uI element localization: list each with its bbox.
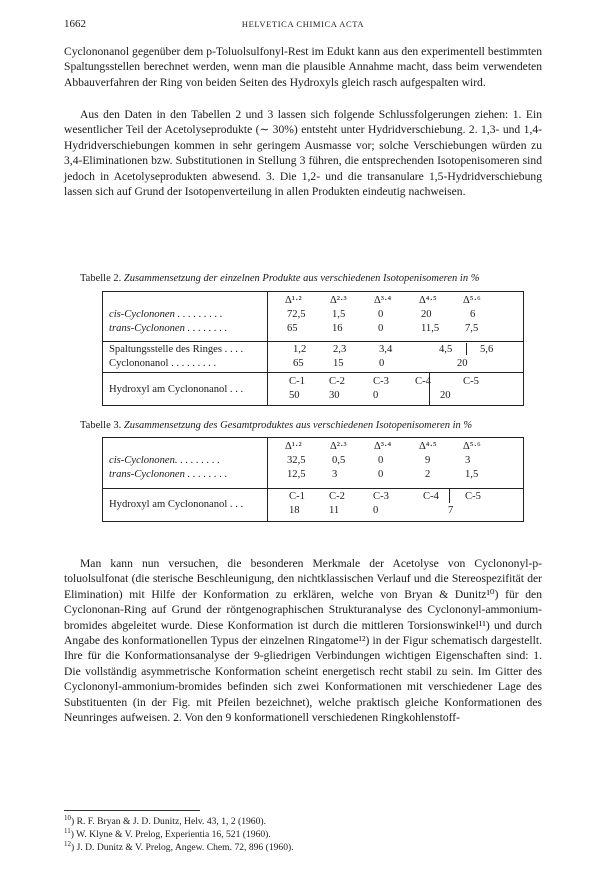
paragraph-1: Cyclononanol gegenüber dem p-Toluolsulfonyl-Rest im Edukt kann aus den experimentell bestimmten Spaltungsstellen berechnet werden, wenn man die plausible Annahme macht, dass beim verwendeten Abbauverfahren der Ring von beiden Seiten des Hydroxyls gleich rasch aufgespalten wird. bbox=[64, 45, 542, 89]
table3-cell: 9 bbox=[425, 455, 431, 466]
footnote-number: 11 bbox=[64, 826, 71, 835]
table2-caption-label: Tabelle 2. bbox=[80, 273, 122, 284]
table2-cell: 15 bbox=[333, 358, 344, 369]
footnote-text: ) W. Klyne & V. Prelog, Experientia 16, 521 (1960). bbox=[70, 829, 271, 840]
table2-cell: 0 bbox=[373, 390, 379, 401]
table2-divider bbox=[466, 343, 467, 355]
table2-row-label: Hydroxyl am Cyclononanol . . . bbox=[109, 384, 244, 395]
footnote-11 bbox=[64, 826, 271, 841]
table2-divider bbox=[267, 292, 268, 405]
table2-cell: 0 bbox=[378, 323, 384, 334]
table2-cell: 7,5 bbox=[465, 323, 479, 334]
table3-cell: 18 bbox=[289, 505, 300, 516]
table3-caption bbox=[80, 419, 540, 433]
table3-cell: 2 bbox=[425, 469, 431, 480]
table2 bbox=[102, 291, 524, 406]
table2-cell: 72,5 bbox=[287, 309, 306, 320]
table3-cell: 3 bbox=[332, 469, 338, 480]
table3-divider bbox=[267, 438, 268, 521]
table3-pos-head: C-5 bbox=[465, 491, 481, 502]
table2-cell: 30 bbox=[329, 390, 340, 401]
table2-pos-head: C-1 bbox=[289, 376, 305, 387]
footnote-10 bbox=[64, 813, 266, 828]
table2-pos-head: C-4 bbox=[415, 376, 431, 387]
table2-caption bbox=[80, 272, 540, 286]
table3-col-head: Δ¹·² bbox=[285, 441, 302, 452]
table3-cell: 0 bbox=[373, 505, 379, 516]
table3-caption-label: Tabelle 3. bbox=[80, 420, 122, 431]
table2-cell: 20 bbox=[440, 390, 451, 401]
footnote-number: 10 bbox=[64, 813, 71, 822]
table3-cell: 0,5 bbox=[332, 455, 346, 466]
table2-col-head: Δ¹·² bbox=[285, 295, 302, 306]
table2-caption-title: Zusammensetzung der einzelnen Produkte aus verschiedenen Isotopenisomeren in % bbox=[123, 273, 480, 284]
footnote-number: 12 bbox=[64, 839, 71, 848]
table2-cell: 20 bbox=[421, 309, 432, 320]
table2-pos-head: C-5 bbox=[463, 376, 479, 387]
footnote-12 bbox=[64, 839, 294, 854]
table2-rule bbox=[103, 372, 523, 373]
table3-pos-head: C-3 bbox=[373, 491, 389, 502]
table2-cell: 2,3 bbox=[333, 344, 347, 355]
table3-cell: 1,5 bbox=[465, 469, 479, 480]
table2-cell: 5,6 bbox=[480, 344, 494, 355]
table2-cell: 65 bbox=[287, 323, 298, 334]
table3 bbox=[102, 437, 524, 522]
table2-pos-head: C-2 bbox=[329, 376, 345, 387]
table3-divider bbox=[449, 489, 450, 503]
table2-cell: 20 bbox=[457, 358, 468, 369]
table2-cell: 1,5 bbox=[332, 309, 346, 320]
journal-title: HELVETICA CHIMICA ACTA bbox=[241, 19, 365, 29]
table3-pos-head: C-2 bbox=[329, 491, 345, 502]
table2-col-head: Δ⁵·⁶ bbox=[463, 295, 481, 306]
table2-pos-head: C-3 bbox=[373, 376, 389, 387]
table2-cell: 1,2 bbox=[293, 344, 307, 355]
table3-col-head: Δ³·⁴ bbox=[374, 441, 392, 452]
table2-col-head: Δ²·³ bbox=[330, 295, 347, 306]
table3-cell: 32,5 bbox=[287, 455, 306, 466]
table3-rule bbox=[103, 488, 523, 489]
table3-cell: 11 bbox=[329, 505, 340, 516]
table2-cell: 6 bbox=[470, 309, 476, 320]
paragraph-3: Man kann nun versuchen, die besonderen Merkmale der Acetolyse von Cyclononyl-p-toluolsulfonat (die sterische Beschleunigung, den nichtklassischen Verlauf und die Stereospezifität der Elimination) mit Hilfe der Konformation zu erklären, welche von Bryan & Dunitz¹⁰) für den Cyclononan-Ring auf Grund der röntgenographischen Strukturanalyse des Cyclononyl-ammonium-bromides abgeleitet wurde. Diese Konformation ist durch die mittleren Torsionswinkel¹¹) und durch Angabe des konformationellen Typus der einzelnen Ringatome¹²) in der Figur schematisch dargestellt. Ihre für die Konformationsanalyse der 9-gliedrigen Verbindungen wichtigen Eigenschaften sind: 1. Die vollständig asymmetrische Konformation scheint energetisch recht stabil zu sein. Im Gitter des Cyclononyl-ammonium-bromides befinden sich zwei Konformationen mit verschiedener Lage des Substituenten (in der Fig. mit Pfeilen bezeichnet), welche praktisch gleiche Konformationen des Neunringes aufweisen. 2. Von den 9 konformationell verschiedenen Ringkohlenstoff- bbox=[64, 557, 542, 725]
table3-cell: 0 bbox=[378, 469, 384, 480]
table2-cell: 16 bbox=[332, 323, 343, 334]
footnote-text: ) R. F. Bryan & J. D. Dunitz, Helv. 43, 1, 2 (1960). bbox=[71, 816, 266, 827]
table2-cell: 65 bbox=[293, 358, 304, 369]
table2-cell: 4,5 bbox=[439, 344, 453, 355]
table3-cell: 0 bbox=[378, 455, 384, 466]
table3-row-label: cis-Cyclononen. . . . . . . . . bbox=[109, 455, 220, 466]
table3-pos-head: C-4 bbox=[423, 491, 439, 502]
table3-cell: 7 bbox=[448, 505, 454, 516]
paragraph-2: Aus den Daten in den Tabellen 2 und 3 lassen sich folgende Schlussfolgerungen ziehen: 1. Ein wesentlicher Teil der Acetolyseprodukte (∼ 30%) entsteht unter Hydridverschiebung. 2. 1,3- und 1,4-Hydridverschiebungen kommen in sehr geringem Ausmasse vor; solche Verschiebungen würden zu 3,4-Eliminationen bzw. Substitutionen in Stellung 3 führen, die entsprechenden Isotopenisomeren sind jedoch in Acetolyseprodukten abwesend. 3. Die 1,2- und die transanulare 1,5-Hydridverschiebung lassen sich auf Grund der Isotopenverteilung in allen Produkten eindeutig nachweisen. bbox=[64, 108, 542, 199]
page-number: 1662 bbox=[64, 18, 86, 30]
table3-pos-head: C-1 bbox=[289, 491, 305, 502]
table3-caption-title: Zusammensetzung des Gesamtproduktes aus verschiedenen Isotopenisomeren in % bbox=[123, 420, 473, 431]
table3-cell: 3 bbox=[465, 455, 471, 466]
page-header bbox=[64, 18, 542, 34]
table2-row-label: cis-Cyclononen . . . . . . . . . bbox=[109, 309, 223, 320]
table3-row-label: Hydroxyl am Cyclononanol . . . bbox=[109, 499, 244, 510]
table2-cell: 0 bbox=[379, 358, 385, 369]
table2-col-head: Δ⁴·⁵ bbox=[419, 295, 437, 306]
table2-row-label: Spaltungsstelle des Ringes . . . . bbox=[109, 344, 244, 355]
table3-col-head: Δ⁴·⁵ bbox=[419, 441, 437, 452]
table3-cell: 12,5 bbox=[287, 469, 306, 480]
footnote-text: ) J. D. Dunitz & V. Prelog, Angew. Chem. 72, 896 (1960). bbox=[71, 842, 294, 853]
table2-col-head: Δ³·⁴ bbox=[374, 295, 392, 306]
table2-rule bbox=[103, 341, 523, 342]
table2-cell: 0 bbox=[378, 309, 384, 320]
table3-row-label: trans-Cyclononen . . . . . . . . bbox=[109, 469, 228, 480]
table2-row-label: trans-Cyclononen . . . . . . . . bbox=[109, 323, 228, 334]
footnote-rule bbox=[64, 810, 200, 811]
table2-row-label: Cyclononanol . . . . . . . . . bbox=[109, 358, 217, 369]
table2-cell: 50 bbox=[289, 390, 300, 401]
table2-cell: 11,5 bbox=[421, 323, 440, 334]
table3-col-head: Δ²·³ bbox=[330, 441, 347, 452]
table3-col-head: Δ⁵·⁶ bbox=[463, 441, 481, 452]
table2-cell: 3,4 bbox=[379, 344, 393, 355]
